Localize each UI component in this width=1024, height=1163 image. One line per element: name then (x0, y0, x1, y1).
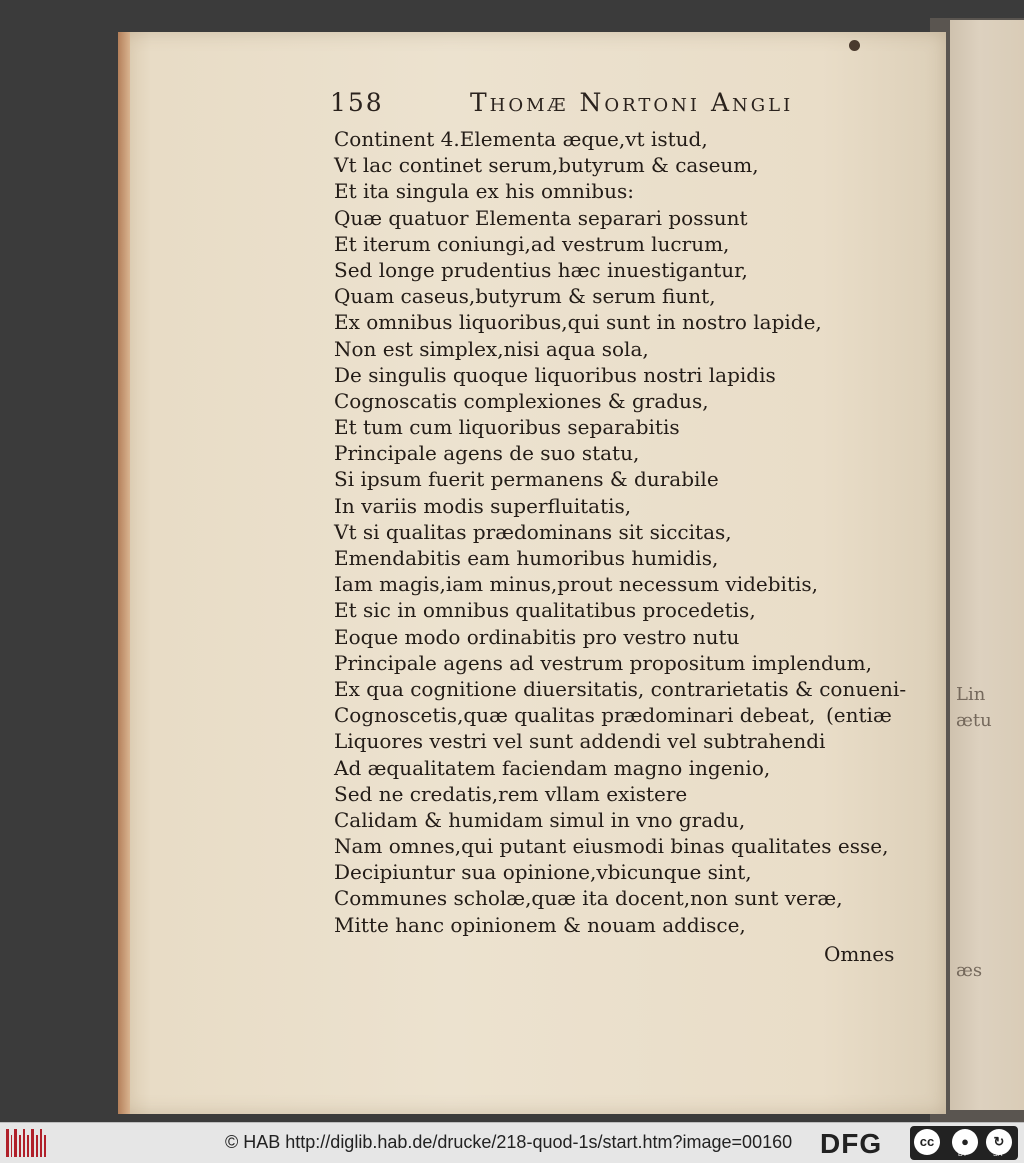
dfg-logo: DFG (820, 1128, 883, 1159)
verse-line: Decipiuntur sua opinione,vbicunque sint, (334, 860, 752, 885)
margin-continuation: (entiæ (826, 703, 892, 727)
verse-line: Ex qua cognitione diuersitatis, contrarietatis & conueni- (334, 676, 907, 701)
next-page-fragment: æs (956, 960, 983, 981)
hab-logo-icon (6, 1129, 46, 1157)
sa-label: SA (993, 1151, 1003, 1158)
verse-line: Cognoscatis complexiones & gradus, (334, 388, 709, 413)
running-head: Thomæ Nortoni Angli (470, 88, 794, 117)
page-edge (118, 32, 130, 1114)
page-number: 158 (330, 88, 384, 117)
verse-line: Liquores vestri vel sunt addendi vel subtrahendi (334, 729, 826, 754)
verse-line: Et ita singula ex his omnibus: (334, 179, 634, 204)
verse-line: Et sic in omnibus qualitatibus procedetis, (334, 598, 756, 623)
verse-line: Sed ne credatis,rem vllam existere (334, 781, 688, 806)
next-page-fragment: Lin (956, 684, 986, 705)
verse-line: Non est simplex,nisi aqua sola, (334, 336, 649, 361)
verse-line: In variis modis superfluitatis, (334, 493, 632, 518)
verse-line: Eoque modo ordinabitis pro vestro nutu (334, 624, 740, 649)
verse-line: Sed longe prudentius hæc inuestigantur, (334, 257, 748, 282)
next-page-edge (950, 20, 1024, 1110)
sa-share-alike-icon: ↻ (986, 1129, 1012, 1155)
verse-line: Continent 4.Elementa æque,vt istud, (334, 127, 708, 151)
verse-line: Si ipsum fuerit permanens & durabile (334, 467, 719, 492)
verse-line: Communes scholæ,quæ ita docent,non sunt veræ, (334, 886, 843, 911)
viewer-footer (0, 1122, 1024, 1163)
verse-line: Quæ quatuor Elementa separari possunt (334, 205, 748, 230)
verse-line: Vt si qualitas prædominans sit siccitas, (334, 519, 732, 544)
by-label: BY (958, 1151, 968, 1158)
verse-line: Vt lac continet serum,butyrum & caseum, (334, 153, 759, 178)
verse-line: Emendabitis eam humoribus humidis, (334, 546, 719, 570)
verse-line: Cognoscetis,quæ qualitas prædominari debeat, (334, 703, 816, 728)
source-link[interactable]: © HAB http://diglib.hab.de/drucke/218-quod-1s/start.htm?image=00160 (225, 1132, 793, 1152)
cc-license-badge[interactable] (910, 1126, 1018, 1160)
verse-line: Quam caseus,butyrum & serum fiunt, (334, 284, 716, 309)
catchword: Omnes (824, 942, 895, 966)
verse-line: Principale agens ad vestrum propositum implendum, (334, 650, 872, 675)
verse-line: Et tum cum liquoribus separabitis (334, 415, 680, 440)
verse-line: Iam magis,iam minus,prout necessum videbitis, (334, 572, 818, 597)
verse-text (334, 126, 924, 938)
verse-line: De singulis quoque liquoribus nostri lapidis (334, 362, 776, 387)
verse-line: Ex omnibus liquoribus,qui sunt in nostro lapide, (334, 310, 822, 335)
verse-line: Nam omnes,qui putant eiusmodi binas qualitates esse, (334, 834, 889, 859)
page-header (330, 88, 794, 124)
next-page-fragment: ætu (956, 710, 992, 731)
verse-line: Mitte hanc opinionem & nouam addisce, (334, 912, 746, 937)
cc-icon: cc (914, 1129, 940, 1155)
verse-line: Principale agens de suo statu, (334, 441, 640, 466)
verse-line: Et iterum coniungi,ad vestrum lucrum, (334, 231, 730, 256)
verse-line: Ad æqualitatem faciendam magno ingenio, (334, 755, 771, 780)
by-person-icon: ● (952, 1129, 978, 1155)
ink-spot (849, 40, 860, 51)
verse-line: Calidam & humidam simul in vno gradu, (334, 807, 746, 832)
